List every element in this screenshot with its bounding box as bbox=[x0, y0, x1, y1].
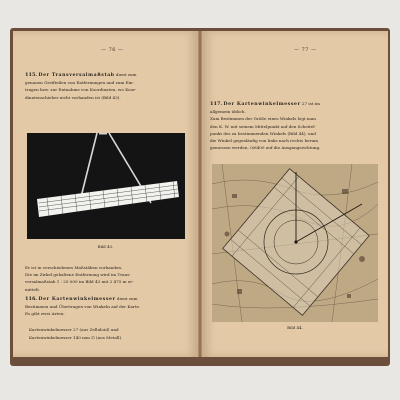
paragraph-117-line: punkt des zu bestimmenden Winkels (Bild 44), und bbox=[210, 130, 316, 136]
transversal-scale-illustration bbox=[27, 133, 185, 239]
paragraph-116-line: Es gibt zwei Arten: bbox=[25, 311, 65, 317]
paragraph-116-line: Bestimmen und Übertragen von Winkeln auf der Karte. bbox=[25, 304, 141, 310]
paragraph-117-line: die Winkel gegenläufig von links nach rechts herum bbox=[210, 138, 319, 144]
paragraph-117-line: allgemein üblich. bbox=[210, 109, 246, 115]
list-item: Kartenwinkelmesser 27 (aus Zelluloid) und bbox=[29, 327, 119, 332]
paragraph-115-number: 115. bbox=[25, 72, 38, 78]
paragraph-115-line: dient zum bbox=[115, 72, 137, 77]
paragraph-115-line: tragen bzw. zur Entnahme von Koordinaten, wo Koor- bbox=[25, 87, 137, 93]
protractor-on-map-photo bbox=[212, 164, 378, 322]
paragraph-115 bbox=[25, 71, 195, 101]
figure-44-caption: Bild 44. bbox=[287, 325, 303, 330]
paragraph-117 bbox=[210, 100, 382, 151]
paragraph-116-title: Der Kartenwinkelmesser bbox=[38, 297, 116, 302]
paragraph-116-line: dient zum bbox=[116, 296, 138, 301]
paragraph-115-title: Der Transversalmaßstab bbox=[38, 73, 115, 78]
list-item: Kartenwinkelmesser 140 mm ∅ (aus Metall). bbox=[29, 335, 123, 340]
paragraph-117-line: den K. W. mit seinem Mittelpunkt auf den Scheitel- bbox=[210, 123, 316, 129]
paragraph-117-line: Zum Bestimmen der Größe eines Winkels legt man bbox=[210, 116, 316, 122]
map-protractor-illustration bbox=[212, 164, 378, 322]
left-page-number: — 76 — bbox=[101, 47, 124, 53]
transversal-scale-photo bbox=[27, 133, 185, 239]
right-page-number: — 77 — bbox=[294, 47, 317, 53]
paragraph-115-continued bbox=[25, 264, 195, 293]
paragraph-line: Die im Zirkel gehaltene Entfernung wird im Trans- bbox=[25, 272, 131, 278]
paragraph-116 bbox=[25, 295, 195, 318]
paragraph-line: Er ist in verschiedenen Maßstäben vorhanden. bbox=[25, 265, 123, 270]
paragraph-line: versalmaßstab 1 : 25 000 im Bild 43 mit 2 475 m er- bbox=[25, 279, 134, 285]
paragraph-117-title: Der Kartenwinkelmesser bbox=[223, 102, 301, 107]
paragraph-116-number: 116. bbox=[25, 296, 38, 302]
paragraph-115-line: dinatenschieber nicht vorhanden ist (Bild 43). bbox=[25, 94, 121, 100]
paragraph-117-line: 27 ist im bbox=[301, 101, 320, 106]
figure-43-caption: Bild 43. bbox=[97, 244, 114, 249]
paragraph-117-number: 117. bbox=[210, 101, 223, 107]
paragraph-115-line: genauen Greifteilen von Entfernungen und zum Ein- bbox=[25, 80, 134, 86]
left-page bbox=[13, 31, 198, 357]
right-page bbox=[202, 31, 388, 357]
paragraph-line: mittelt. bbox=[25, 286, 41, 292]
paragraph-117-line: gemessen werden, 0/6400 auf die Ausgangsrichtung. bbox=[210, 145, 321, 151]
